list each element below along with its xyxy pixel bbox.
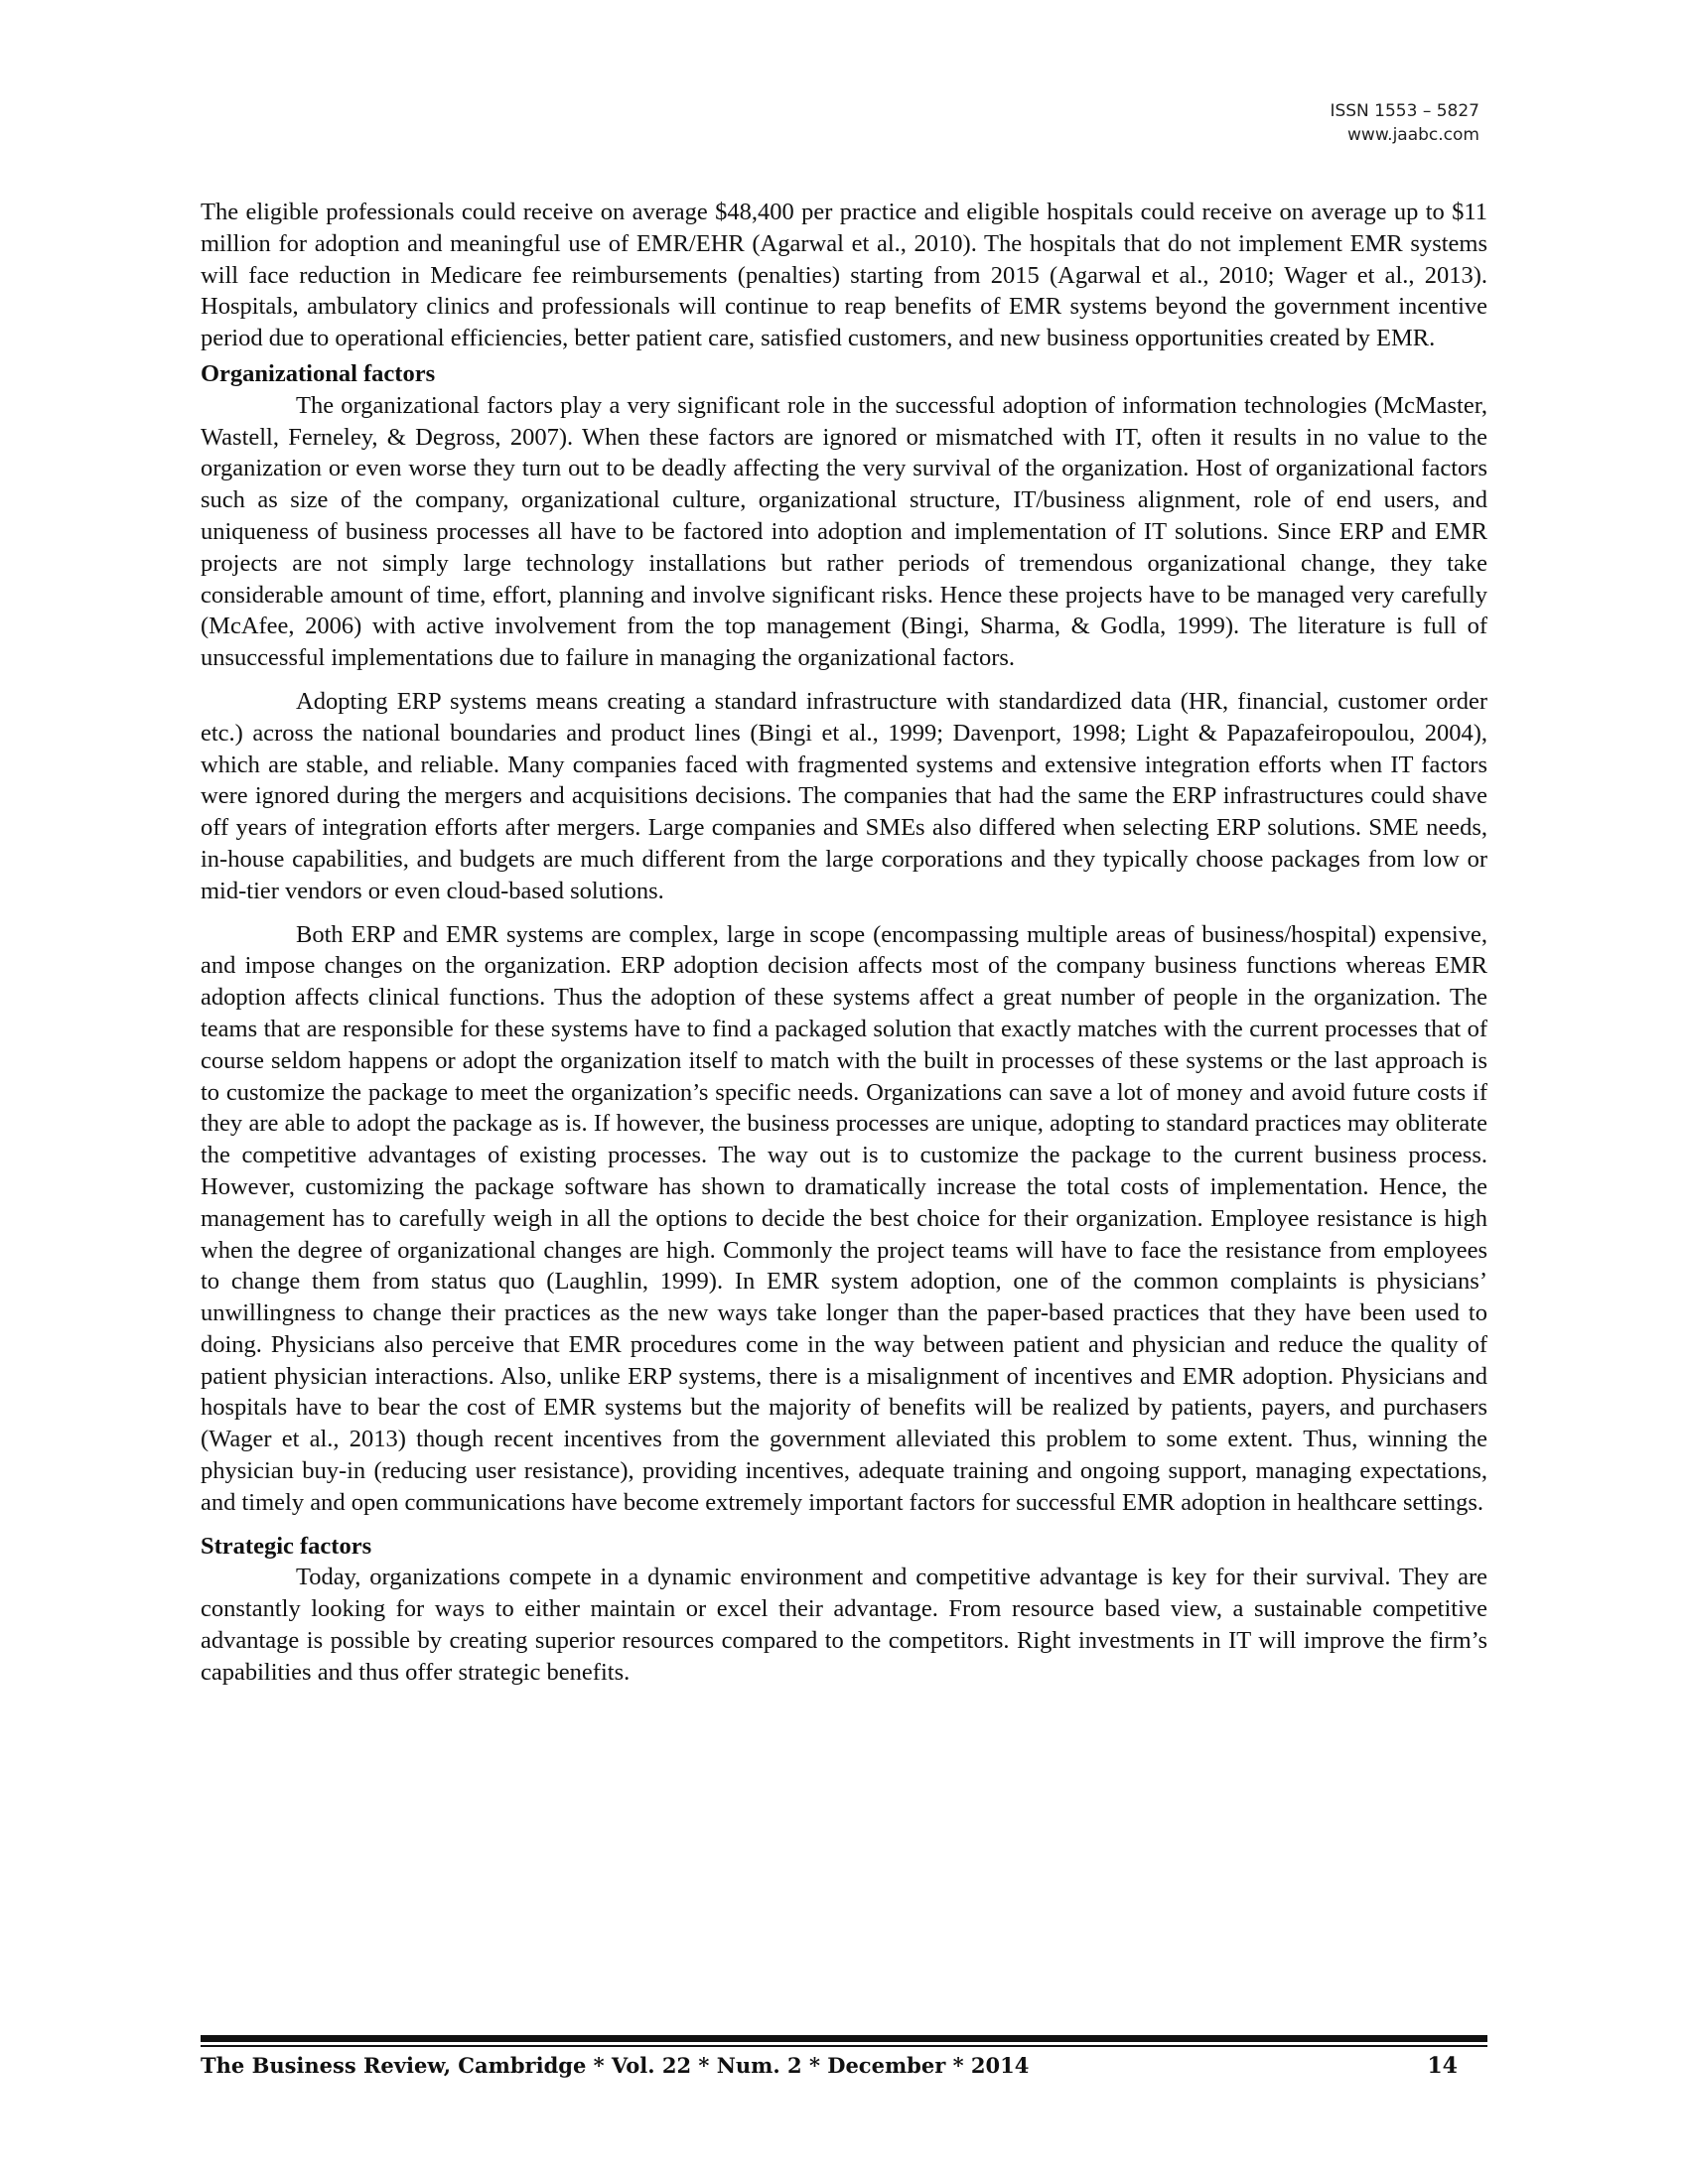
body-paragraph: Both ERP and EMR systems are complex, large in scope (encompassing multiple areas of business/hospital) expensive, and impose changes on the organization. ERP adoption decision affects most of the company business functions whereas EMR adoption affects clinical functions. Thus the adoption of these systems affect a great number of people in the organization. The teams that are responsible for these systems have to find a packaged solution that exactly matches with the current processes that of course seldom happens or adopt the organization itself to match with the built in processes of these systems or the last approach is to customize the package to meet the organization’s specific needs. Organizations can save a lot of money and avoid future costs if they are able to adopt the package as is. If however, the business processes are unique, adopting to standard practices may obliterate the competitive advantages of existing processes. The way out is to customize the package to the current business process. However, customizing the package software has shown to dramatically increase the total costs of implementation. Hence, the management has to carefully weigh in all the options to decide the best choice for their organization. Employee resistance is high when the degree of organizational changes are high. Commonly the project teams will have to face the resistance from employees to change them from status quo (Laughlin, 1999). In EMR system adoption, one of the common complaints is physicians’ unwillingness to change their practices as the new ways take longer than the paper-based practices that they have been used to doing. Physicians also perceive that EMR procedures come in the way between patient and physician and reduce the quality of patient physician interactions. Also, unlike ERP systems, there is a misalignment of incentives and EMR adoption. Physicians and hospitals have to bear the cost of EMR systems but the majority of benefits will be realized by patients, payers, and purchasers (Wager et al., 2013) though recent incentives from the government alleviated this problem to some extent. Thus, winning the physician buy-in (reducing user resistance), providing incentives, adequate training and ongoing support, managing expectations, and timely and open communications have become extremely important factors for successful EMR adoption in healthcare settings. (201, 920, 1487, 1516)
website-label: www.jaabc.com (1347, 125, 1479, 145)
footer-rule-thick (201, 2035, 1487, 2042)
article-body (201, 197, 1487, 1701)
section-heading-organizational: Organizational factors (201, 359, 436, 387)
issn-label: ISSN 1553 – 5827 (1330, 101, 1479, 121)
body-paragraph: The organizational factors play a very significant role in the successful adoption of information technologies (McMaster, Wastell, Ferneley, & Degross, 2007). When these factors are ignored or mismatched with IT, often it results in no value to the organization or even worse they turn out to be deadly affecting the very survival of the organization. Host of organizational factors such as size of the company, organizational culture, organizational structure, IT/business alignment, role of end users, and uniqueness of business processes all have to be factored into adoption and implementation of IT solutions. Since ERP and EMR projects are not simply large technology installations but rather periods of tremendous organizational change, they take considerable amount of time, effort, planning and involve significant risks. Hence these projects have to be managed very carefully (McAfee, 2006) with active involvement from the top management (Bingi, Sharma, & Godla, 1999). The literature is full of unsuccessful implementations due to failure in managing the organizational factors. (201, 391, 1487, 672)
page-number: 14 (1427, 2053, 1458, 2079)
footer-rule-thin (201, 2045, 1487, 2047)
footer-divider (201, 2035, 1487, 2047)
intro-paragraph: The eligible professionals could receive on average $48,400 per practice and eligible hospitals could receive on average up to $11 million for adoption and meaningful use of EMR/EHR (Agarwal et al., 2010). The hospitals that do not implement EMR systems will face reduction in Medicare fee reimbursements (penalties) starting from 2015 (Agarwal et al., 2010; Wager et al., 2013). Hospitals, ambulatory clinics and professionals will continue to reap benefits of EMR systems beyond the government incentive period due to operational efficiencies, better patient care, satisfied customers, and new business opportunities created by EMR. (201, 199, 1487, 352)
page-header (1330, 99, 1479, 147)
section-heading-strategic: Strategic factors (201, 1532, 372, 1560)
body-paragraph: Today, organizations compete in a dynamic environment and competitive advantage is key for their survival. They are constantly looking for ways to either maintain or excel their advantage. From resource based view, a sustainable competitive advantage is possible by creating superior resources compared to the competitors. Right investments in IT will improve the firm’s capabilities and thus offer strategic benefits. (201, 1564, 1487, 1686)
body-paragraph: Adopting ERP systems means creating a standard infrastructure with standardized data (HR, financial, customer order etc.) across the national boundaries and product lines (Bingi et al., 1999; Davenport, 1998; Light & Papazafeiropoulou, 2004), which are stable, and reliable. Many companies faced with fragmented systems and extensive integration efforts when IT factors were ignored during the mergers and acquisitions decisions. The companies that had the same the ERP infrastructures could shave off years of integration efforts after mergers. Large companies and SMEs also differed when selecting ERP solutions. SME needs, in-house capabilities, and budgets are much different from the large corporations and they typically choose packages from low or mid-tier vendors or even cloud-based solutions. (201, 687, 1487, 904)
journal-citation: The Business Review, Cambridge * Vol. 22 * Num. 2 * December * 2014 (201, 2053, 1030, 2078)
